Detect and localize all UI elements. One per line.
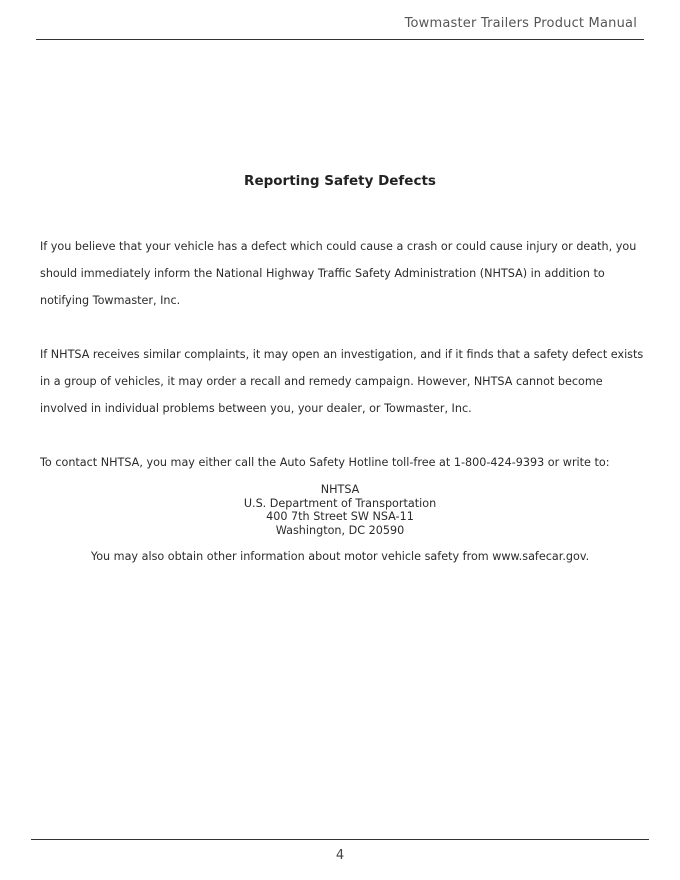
header-divider <box>36 39 644 40</box>
address-line: NHTSA <box>320 483 360 496</box>
address-line: U.S. Department of Transportation <box>243 496 437 510</box>
page-heading: Reporting Safety Defects <box>244 173 436 189</box>
mailing-address <box>0 483 680 537</box>
address-line: 400 7th Street SW NSA-11 <box>266 510 414 523</box>
footer-divider <box>31 839 649 840</box>
address-line: Washington, DC 20590 <box>275 523 405 537</box>
header-title: Towmaster Trailers Product Manual <box>404 16 637 31</box>
paragraph-investigation: If NHTSA receives similar complaints, it may open an investigation, and if it finds that a safety defect exists in a group of vehicles, it may order a recall and remedy campaign. However, NHTSA cannot become involved in individual problems between you, your dealer, or Towmaster, Inc. <box>40 348 644 415</box>
page-number: 4 <box>335 848 345 863</box>
paragraph-contact: To contact NHTSA, you may either call the Auto Safety Hotline toll-free at 1-800-424-9393 or write to: <box>40 456 610 469</box>
paragraph-report-defect: If you believe that your vehicle has a defect which could cause a crash or could cause injury or death, you should immediately inform the National Highway Traffic Safety Administration (NHTSA) in addition to notifying Towmaster, Inc. <box>40 240 637 307</box>
closing-note: You may also obtain other information about motor vehicle safety from www.safecar.gov. <box>90 550 590 563</box>
